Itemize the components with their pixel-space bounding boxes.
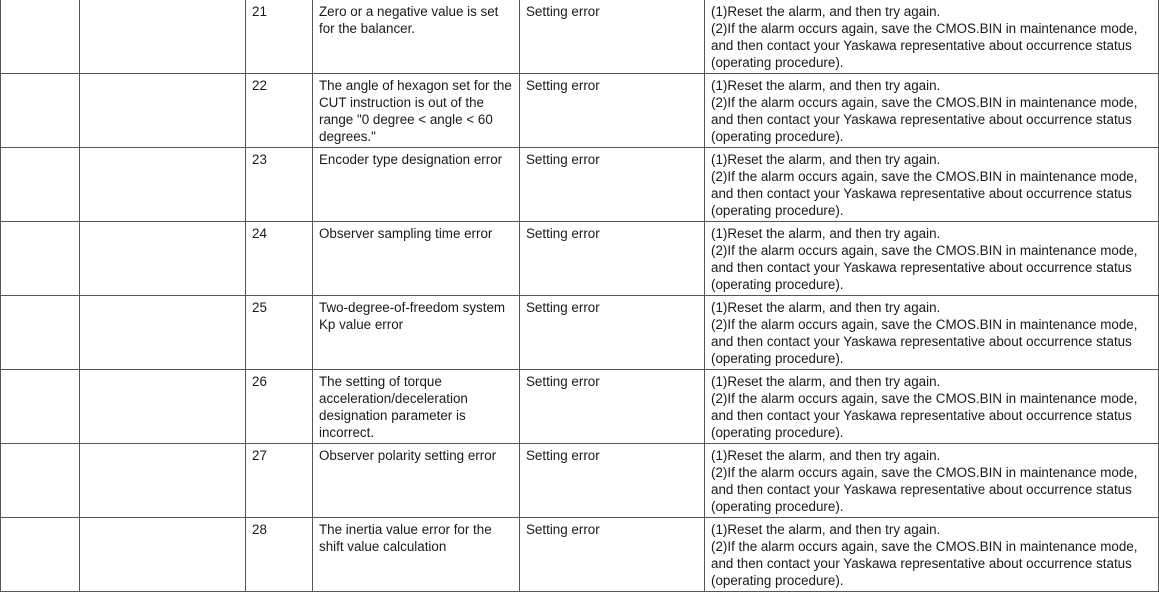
alarm-name-cell [80, 370, 246, 444]
remedy-cell: (1)Reset the alarm, and then try again. (2)If the alarm occurs again, save the CMOS.BIN in maintenance mode, and then contact your Yaskawa representative about occurrence status (operating procedure). [705, 0, 1159, 74]
alarm-number-cell [1, 74, 80, 148]
type-cell: Setting error [520, 444, 705, 518]
table-row [1, 370, 1159, 444]
type-cell: Setting error [520, 222, 705, 296]
alarm-number-cell [1, 222, 80, 296]
type-cell: Setting error [520, 74, 705, 148]
description-cell: Observer sampling time error [313, 222, 520, 296]
alarm-number-cell [1, 518, 80, 592]
alarm-number-cell [1, 0, 80, 74]
remedy-cell: (1)Reset the alarm, and then try again. (2)If the alarm occurs again, save the CMOS.BIN in maintenance mode, and then contact your Yaskawa representative about occurrence status (operating procedure). [705, 296, 1159, 370]
description-cell: Two-degree-of-freedom system Kp value error [313, 296, 520, 370]
alarm-name-cell [80, 444, 246, 518]
table-row [1, 0, 1159, 74]
type-cell: Setting error [520, 148, 705, 222]
table-row [1, 222, 1159, 296]
sub-code-cell: 26 [246, 370, 313, 444]
alarm-name-cell [80, 148, 246, 222]
sub-code-cell: 27 [246, 444, 313, 518]
sub-code-cell: 22 [246, 74, 313, 148]
sub-code-cell: 23 [246, 148, 313, 222]
alarm-table-body [1, 0, 1159, 592]
sub-code-cell: 21 [246, 0, 313, 74]
remedy-cell: (1)Reset the alarm, and then try again. (2)If the alarm occurs again, save the CMOS.BIN in maintenance mode, and then contact your Yaskawa representative about occurrence status (operating procedure). [705, 444, 1159, 518]
alarm-number-cell [1, 370, 80, 444]
description-cell: Zero or a negative value is set for the balancer. [313, 0, 520, 74]
type-cell: Setting error [520, 370, 705, 444]
description-cell: Observer polarity setting error [313, 444, 520, 518]
table-row [1, 296, 1159, 370]
description-cell: The angle of hexagon set for the CUT instruction is out of the range "0 degree < angle < 60 degrees." [313, 74, 520, 148]
type-cell: Setting error [520, 518, 705, 592]
description-cell: Encoder type designation error [313, 148, 520, 222]
table-row [1, 148, 1159, 222]
remedy-cell: (1)Reset the alarm, and then try again. (2)If the alarm occurs again, save the CMOS.BIN in maintenance mode, and then contact your Yaskawa representative about occurrence status (operating procedure). [705, 518, 1159, 592]
remedy-cell: (1)Reset the alarm, and then try again. (2)If the alarm occurs again, save the CMOS.BIN in maintenance mode, and then contact your Yaskawa representative about occurrence status (operating procedure). [705, 148, 1159, 222]
remedy-cell: (1)Reset the alarm, and then try again. (2)If the alarm occurs again, save the CMOS.BIN in maintenance mode, and then contact your Yaskawa representative about occurrence status (operating procedure). [705, 370, 1159, 444]
sub-code-cell: 28 [246, 518, 313, 592]
table-row [1, 518, 1159, 592]
remedy-cell: (1)Reset the alarm, and then try again. (2)If the alarm occurs again, save the CMOS.BIN in maintenance mode, and then contact your Yaskawa representative about occurrence status (operating procedure). [705, 74, 1159, 148]
alarm-number-cell [1, 296, 80, 370]
alarm-name-cell [80, 518, 246, 592]
alarm-name-cell [80, 74, 246, 148]
type-cell: Setting error [520, 296, 705, 370]
sub-code-cell: 24 [246, 222, 313, 296]
alarm-number-cell [1, 148, 80, 222]
remedy-cell: (1)Reset the alarm, and then try again. (2)If the alarm occurs again, save the CMOS.BIN in maintenance mode, and then contact your Yaskawa representative about occurrence status (operating procedure). [705, 222, 1159, 296]
description-cell: The setting of torque acceleration/deceleration designation parameter is incorrect. [313, 370, 520, 444]
table-row [1, 74, 1159, 148]
type-cell: Setting error [520, 0, 705, 74]
alarm-name-cell [80, 222, 246, 296]
alarm-name-cell [80, 0, 246, 74]
description-cell: The inertia value error for the shift value calculation [313, 518, 520, 592]
alarm-name-cell [80, 296, 246, 370]
alarm-number-cell [1, 444, 80, 518]
sub-code-cell: 25 [246, 296, 313, 370]
table-row [1, 444, 1159, 518]
